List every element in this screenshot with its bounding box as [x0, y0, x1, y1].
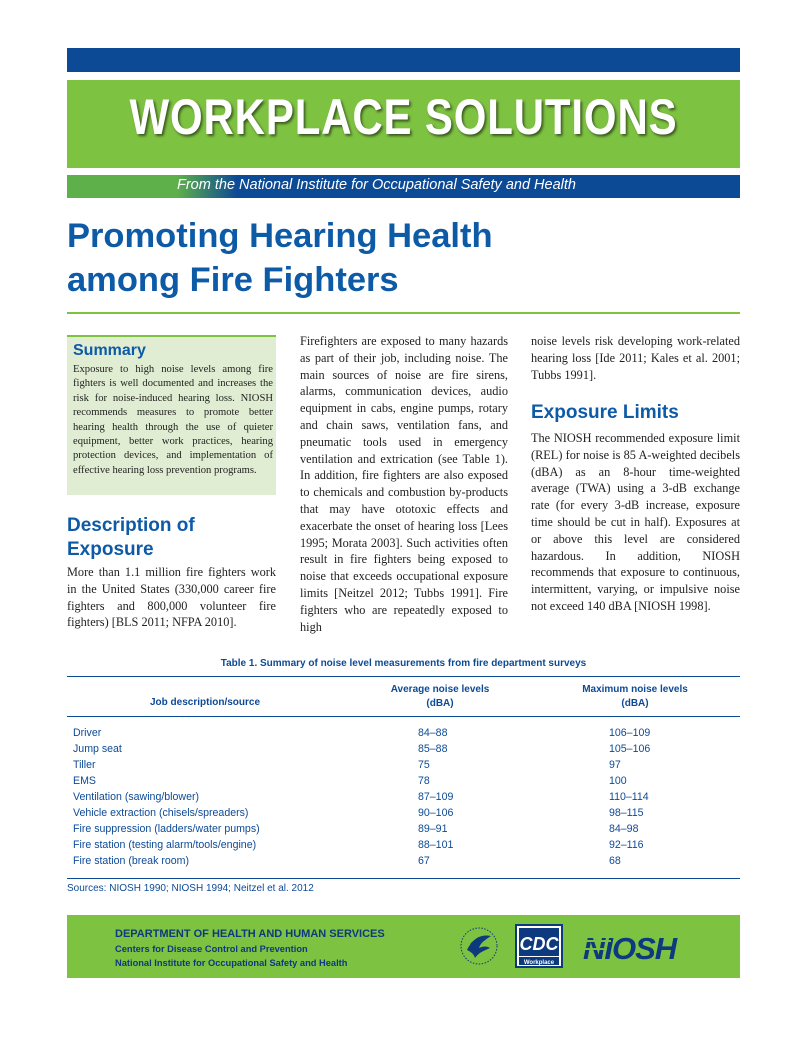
table-row — [67, 823, 740, 839]
cell-job: EMS — [73, 775, 96, 787]
cdc-logo-text: CDC — [519, 934, 559, 954]
table-row — [67, 727, 740, 743]
footer — [67, 915, 740, 978]
subtitle-text: From the National Institute for Occupational Safety and Health — [177, 177, 576, 193]
page-title-line1: Promoting Hearing Health — [67, 217, 493, 255]
cell-average: 85–88 — [418, 743, 448, 755]
table-body — [67, 727, 740, 871]
cell-job: Jump seat — [73, 743, 122, 755]
table-header-average-line1: Average noise levels — [390, 684, 490, 695]
cdc-logo-icon — [515, 924, 563, 968]
description-heading-line2: Exposure — [67, 539, 154, 560]
page-title-line2: among Fire Fighters — [67, 261, 399, 299]
cell-maximum: 105–106 — [609, 743, 651, 755]
summary-heading: Summary — [73, 342, 146, 359]
exposure-limits-heading: Exposure Limits — [531, 402, 679, 423]
cell-job: Fire suppression (ladders/water pumps) — [73, 823, 260, 835]
cell-job: Driver — [73, 727, 102, 739]
cell-job: Tiller — [73, 759, 96, 771]
footer-department: DEPARTMENT OF HEALTH AND HUMAN SERVICES — [115, 928, 385, 940]
banner — [67, 80, 740, 168]
niosh-logo-text: NIOSH — [583, 931, 677, 966]
cdc-logo-subtext: Workplace — [523, 960, 555, 966]
cell-average: 90–106 — [418, 807, 454, 819]
cell-maximum: 98–115 — [609, 807, 644, 819]
cell-job: Fire station (testing alarm/tools/engine) — [73, 839, 257, 851]
table-row — [67, 807, 740, 823]
table-row — [67, 743, 740, 759]
summary-body: Exposure to high noise levels among fire fighters is well documented and increases the risk for noise-induced hearing loss. NIOSH recommends measures to promote better hearing health through the use of quieter equipment, better work practices, hearing protection devices, and implementation of effective hearing loss prevention programs. — [73, 364, 273, 476]
table-sources: Sources: NIOSH 1990; NIOSH 1994; Neitzel et al. 2012 — [67, 883, 314, 894]
cell-job: Ventilation (sawing/blower) — [73, 791, 200, 803]
cell-maximum: 100 — [609, 775, 627, 787]
subtitle-bar — [67, 175, 740, 198]
cell-maximum: 68 — [609, 855, 621, 867]
summary-box — [67, 335, 276, 495]
table-header-maximum-line2: (dBA) — [621, 698, 649, 709]
column3-body-intro: noise levels risk developing work-related hearing loss [Ide 2011; Kales et al. 2001; Tubbs 1991]. — [531, 334, 740, 382]
table-row — [67, 855, 740, 871]
banner-title: WORKPLACE SOLUTIONS — [129, 89, 678, 145]
cell-average: 78 — [418, 775, 430, 787]
cell-average: 88–101 — [418, 839, 454, 851]
cell-maximum: 92–116 — [609, 839, 644, 851]
cell-job: Vehicle extraction (chisels/spreaders) — [73, 807, 249, 819]
column2-body: Firefighters are exposed to many hazards as part of their job, including noise. The main sources of noise are fire sirens, alarms, communication devices, audio equipment in cabs, engine pumps, rotary and chain saws, ventilation fans, and pneumatic tools used in emergency ventilation and extrication (see Table 1). In addition, fire fighters are also exposed to chemicals and combustion by-products that may have ototoxic effects and exacerbate the onset of hearing loss [Lees 1995; Morata 2003]. Such activities often result in fire fighters being exposed to noise that exceeds occupational exposure limits [Neitzel 2012; Tubbs 1991]. Fire fighters who are repeatedly exposed to high — [300, 334, 508, 634]
top-blue-bar — [67, 48, 740, 72]
footer-cdc-name: Centers for Disease Control and Prevention — [115, 944, 308, 954]
exposure-limits-body: The NIOSH recommended exposure limit (REL) for noise is 85 A-weighted decibels (dBA) as an 8-hour time-weighted average (TWA) using a 3-dB exchange rate (for every 3-dB increase, exposure time should be cut in half). Exposures at or above this level are considered hazardous. In addition, NIOSH recommends that exposure to continuous, intermittent, varying, or impulsive noise not exceed 140 dBA [NIOSH 1998]. — [531, 431, 740, 613]
page-title — [67, 214, 740, 302]
table-row — [67, 775, 740, 791]
hhs-eagle-logo-icon — [459, 924, 499, 968]
cell-maximum: 106–109 — [609, 727, 651, 739]
cell-average: 67 — [418, 855, 430, 867]
table-row — [67, 839, 740, 855]
niosh-logo-icon — [581, 927, 706, 967]
cell-maximum: 110–114 — [609, 791, 649, 803]
table-header-average-line2: (dBA) — [426, 698, 454, 709]
table-bottom-rule — [67, 878, 740, 879]
cell-maximum: 84–98 — [609, 823, 639, 835]
cell-average: 75 — [418, 759, 430, 771]
cell-average: 89–91 — [418, 823, 448, 835]
table-header-maximum — [560, 683, 710, 711]
cell-maximum: 97 — [609, 759, 621, 771]
title-divider — [67, 312, 740, 314]
table-caption: Table 1. Summary of noise level measurements from fire department surveys — [220, 658, 587, 669]
table-row — [67, 791, 740, 807]
cell-average: 84–88 — [418, 727, 448, 739]
description-heading-line1: Description of — [67, 515, 195, 536]
table-header-maximum-line1: Maximum noise levels — [582, 684, 688, 695]
table-top-rule — [67, 676, 740, 677]
cell-job: Fire station (break room) — [73, 855, 189, 867]
table-header-average — [370, 683, 510, 711]
table-header-job: Job description/source — [149, 697, 261, 708]
description-body: More than 1.1 million fire fighters work in the United States (330,000 career fire fighters and 800,000 volunteer fire fighters) [BLS 2011; NFPA 2010]. — [67, 565, 276, 630]
description-heading — [67, 514, 276, 562]
table-header-rule — [67, 716, 740, 717]
cell-average: 87–109 — [418, 791, 454, 803]
table-row — [67, 759, 740, 775]
footer-niosh-name: National Institute for Occupational Safety and Health — [115, 958, 348, 968]
